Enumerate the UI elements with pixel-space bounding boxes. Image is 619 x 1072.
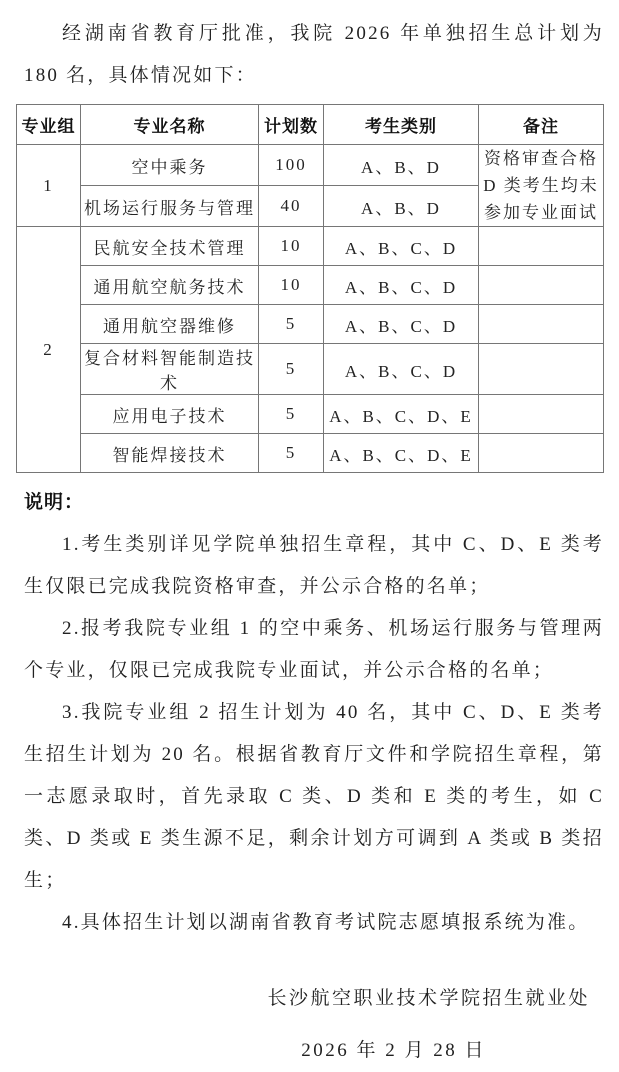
table-row xyxy=(17,395,604,434)
category-cell: A、B、C、D xyxy=(324,227,479,266)
major-cell: 民航安全技术管理 xyxy=(81,227,259,266)
table-row xyxy=(17,266,604,305)
table-row xyxy=(17,344,604,395)
note-item-2: 2.报考我院专业组 1 的空中乘务、机场运行服务与管理两个专业，仅限已完成我院专业面试，并公示合格的名单； xyxy=(24,618,604,681)
col-header-plan: 计划数 xyxy=(259,105,324,145)
note-cell xyxy=(479,305,604,344)
note-cell xyxy=(479,227,604,266)
note-cell xyxy=(479,266,604,305)
major-cell: 空中乘务 xyxy=(81,145,259,186)
group-cell: 1 xyxy=(17,145,81,227)
table-row xyxy=(17,305,604,344)
category-cell: A、B、C、D xyxy=(324,344,479,395)
note-item-4: 4.具体招生计划以湖南省教育考试院志愿填报系统为准。 xyxy=(62,912,590,933)
category-cell: A、B、C、D xyxy=(324,266,479,305)
note-item-1: 1.考生类别详见学院单独招生章程，其中 C、D、E 类考生仅限已完成我院资格审查，并公示合格的名单； xyxy=(24,534,604,597)
plan-cell: 5 xyxy=(259,395,324,434)
category-cell: A、B、C、D、E xyxy=(324,395,479,434)
table-row xyxy=(17,434,604,473)
note-cell xyxy=(479,434,604,473)
category-cell: A、B、D xyxy=(324,145,479,186)
col-header-major: 专业名称 xyxy=(81,105,259,145)
intro-paragraph: 经湖南省教育厅批准，我院 2026 年单独招生总计划为 180 名，具体情况如下： xyxy=(24,23,604,86)
notes-heading: 说明： xyxy=(24,492,85,513)
plan-cell: 5 xyxy=(259,305,324,344)
col-header-group: 专业组 xyxy=(17,105,81,145)
signature-line: 长沙航空职业技术学院招生就业处 xyxy=(267,988,590,1009)
note-item-3: 3.我院专业组 2 招生计划为 40 名，其中 C、D、E 类考生招生计划为 20 名。根据省教育厅文件和学院招生章程，第一志愿录取时，首先录取 C 类、D 类和 E 类的考生，如 C 类、D 类或 E 类生源不足，剩余计划方可调到 A 类或 B 类招生； xyxy=(24,702,604,891)
date-line: 2026 年 2 月 28 日 xyxy=(301,1040,486,1061)
note-cell: 资格审查合格 D 类考生均未参加专业面试 xyxy=(479,145,604,227)
major-cell: 智能焊接技术 xyxy=(81,434,259,473)
enrollment-plan-table xyxy=(16,104,604,473)
major-cell: 复合材料智能制造技术 xyxy=(81,344,259,395)
major-cell: 应用电子技术 xyxy=(81,395,259,434)
table-row xyxy=(17,145,604,186)
plan-cell: 10 xyxy=(259,227,324,266)
table-header-row xyxy=(17,105,604,145)
col-header-note: 备注 xyxy=(479,105,604,145)
plan-cell: 100 xyxy=(259,145,324,186)
col-header-category: 考生类别 xyxy=(324,105,479,145)
plan-cell: 10 xyxy=(259,266,324,305)
plan-cell: 40 xyxy=(259,186,324,227)
table-row xyxy=(17,227,604,266)
category-cell: A、B、C、D xyxy=(324,305,479,344)
note-cell xyxy=(479,344,604,395)
category-cell: A、B、C、D、E xyxy=(324,434,479,473)
major-cell: 通用航空器维修 xyxy=(81,305,259,344)
major-cell: 通用航空航务技术 xyxy=(81,266,259,305)
group-cell: 2 xyxy=(17,227,81,473)
plan-cell: 5 xyxy=(259,434,324,473)
note-cell xyxy=(479,395,604,434)
plan-cell: 5 xyxy=(259,344,324,395)
category-cell: A、B、D xyxy=(324,186,479,227)
major-cell: 机场运行服务与管理 xyxy=(81,186,259,227)
